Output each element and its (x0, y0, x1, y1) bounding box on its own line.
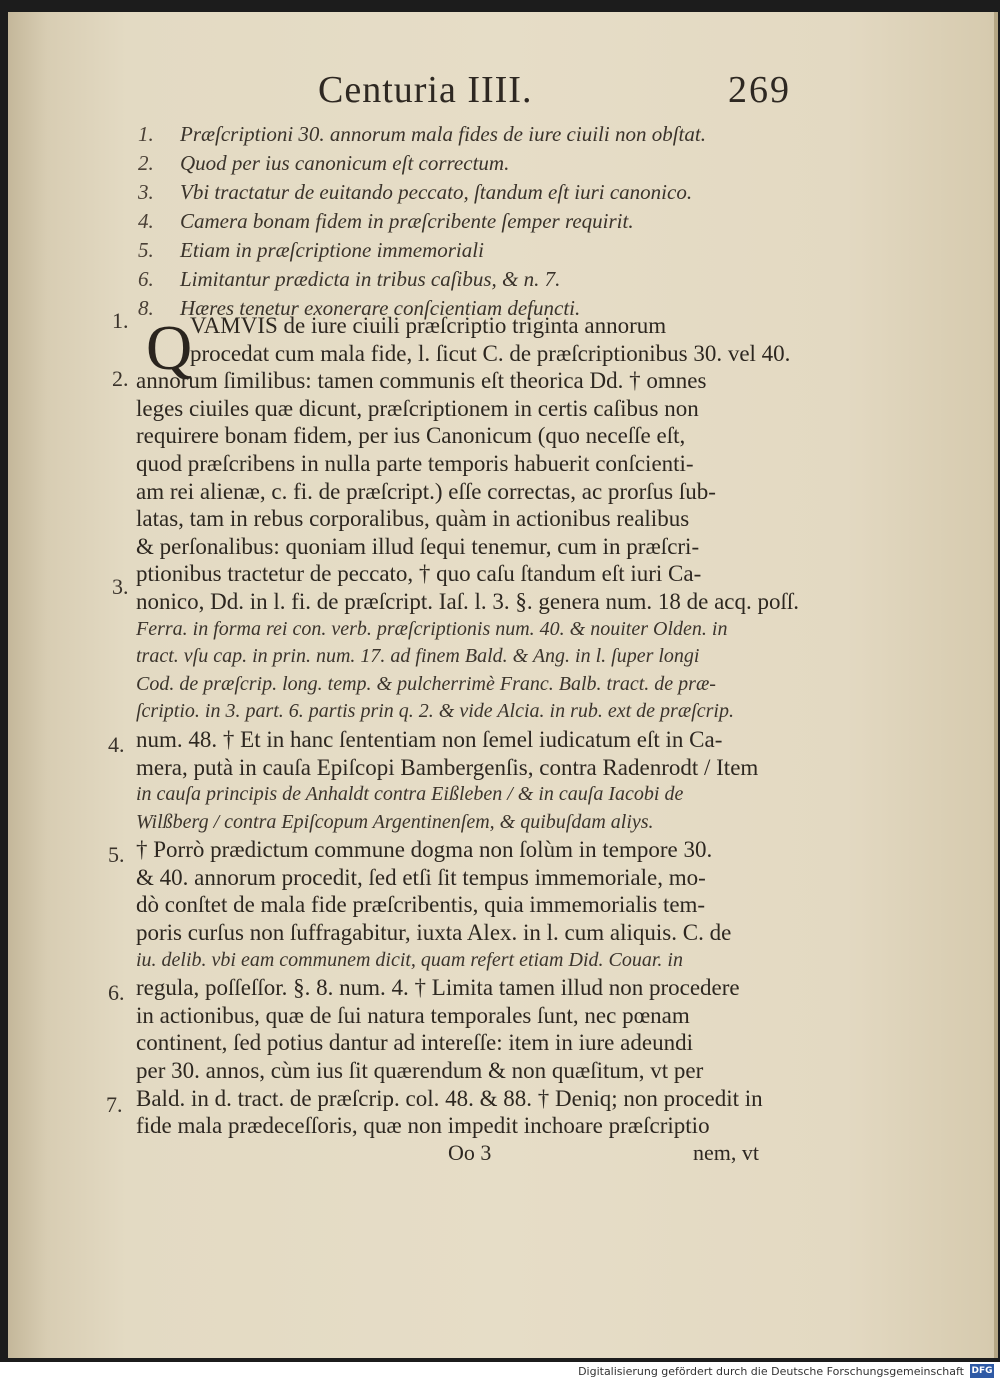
margin-number: 1. (112, 308, 129, 333)
body-text (136, 312, 798, 1140)
summary-text: Limitantur prædicta in tribus caſibus, & n. 7. (180, 267, 561, 291)
text-line: Wilßberg / contra Epiſcopum Argentinenſem, & quibuſdam aliys. (136, 810, 654, 833)
text-line: iu. delib. vbi eam communem dicit, quam refert etiam Did. Couar. in (136, 948, 683, 971)
book-page (8, 12, 998, 1358)
summary-text: Etiam in præſcriptione immemoriali (180, 238, 484, 262)
text-line: ptionibus tractetur de peccato, † quo caſu ſtandum eſt iuri Ca- (136, 561, 702, 587)
dfg-logo-icon: DFG (971, 1366, 993, 1376)
summary-number: 4. (138, 209, 154, 233)
text-line: regula, poſſeſſor. §. 8. num. 4. † Limita tamen illud non procedere (136, 975, 740, 1001)
margin-number: 6. (108, 980, 125, 1005)
opening-lines (136, 312, 798, 367)
text-line: fide mala prædeceſſoris, quæ non impedit inchoare præſcriptio (136, 1113, 710, 1139)
margin-number: 5. (108, 842, 125, 867)
text-line: latas, tam in rebus corporalibus, quàm in actionibus realibus (136, 506, 690, 532)
text-line: continent, ſed potius dantur ad intereſſe: item in iure adeundi (136, 1030, 693, 1056)
text-line: dò conſtet de mala fide præſcribentis, quia immemorialis tem- (136, 892, 706, 918)
signature-mark: Oo 3 (448, 1140, 492, 1165)
running-head: Centuria IIII. (318, 69, 533, 111)
credit-text: Digitalisierung gefördert durch die Deutsche Forschungsgemeinschaft (578, 1364, 964, 1378)
drop-cap: Q (146, 312, 193, 383)
text-line: † Porrò prædictum commune dogma non ſolùm in tempore 30. (136, 837, 713, 863)
text-line: per 30. annos, cùm ius ſit quærendum & non quæſitum, vt per (136, 1058, 704, 1084)
text-line: & perſonalibus: quoniam illud ſequi tenemur, cum in præſcri- (136, 533, 700, 559)
summary-number: 1. (138, 122, 154, 146)
summary-text: Quod per ius canonicum eſt correctum. (180, 151, 510, 175)
text-line: annorum ſimilibus: tamen communis eſt theorica Dd. † omnes (136, 368, 707, 394)
text-line: procedat cum mala fide, l. ſicut C. de præſcriptionibus 30. vel 40. (190, 340, 791, 366)
text-line: requirere bonam fidem, per ius Canonicum (quo neceſſe eſt, (136, 423, 686, 449)
text-line: & 40. annorum procedit, ſed etſi ſit tempus immemoriale, mo- (136, 864, 706, 890)
summary-number: 5. (138, 238, 154, 262)
text-line: poris curſus non ſuffragabitur, iuxta Alex. in l. cum aliquis. C. de (136, 920, 732, 946)
summary-text: Hæres tenetur exonerare conſcientiam defuncti. (180, 296, 581, 320)
summary-number: 8. (138, 296, 154, 320)
margin-number: 2. (112, 366, 129, 391)
summary-text: Præſcriptioni 30. annorum mala fides de iure ciuili non obſtat. (180, 122, 706, 146)
text-line: Cod. de præſcrip. long. temp. & pulcherrimè Franc. Balb. tract. de præ- (136, 672, 716, 695)
digitization-credit (578, 1362, 994, 1380)
text-line: nonico, Dd. in l. fi. de præſcript. Iaſ. l. 3. §. genera num. 18 de acq. poſſ. (136, 588, 800, 614)
text-line: ſcriptio. in 3. part. 6. partis prin q. 2. & vide Alcia. in rub. ext de præſcrip. (136, 700, 734, 723)
text-line: Ferra. in forma rei con. verb. præſcriptionis num. 40. & nouiter Olden. in (136, 617, 728, 640)
catchword: nem, vt (693, 1140, 759, 1165)
summary-number: 3. (138, 180, 154, 204)
margin-number: 4. (108, 732, 125, 757)
summary-text: Vbi tractatur de euitando peccato, ſtandum eſt iuri canonico. (180, 180, 693, 204)
page-footer (8, 1140, 994, 1170)
summary-number: 2. (138, 151, 154, 175)
page-number: 269 (728, 69, 791, 111)
margin-number: 7. (106, 1092, 123, 1117)
margin-number: 3. (112, 574, 129, 599)
text-line: leges ciuiles quæ dicunt, præſcriptionem in certis caſibus non (136, 395, 699, 421)
text-line: am rei alienæ, c. fi. de præſcript.) eſſe correctas, ac prorſus ſub- (136, 478, 716, 504)
text-line: VAMVIS de iure ciuili præſcriptio triginta annorum (190, 313, 667, 338)
text-line: num. 48. † Et in hanc ſententiam non ſemel iudicatum eſt in Ca- (136, 726, 723, 752)
text-line: quod præſcribens in nulla parte temporis habuerit conſcienti- (136, 450, 694, 476)
text-line: in cauſa principis de Anhaldt contra Eißleben / & in cauſa Iacobi de (136, 783, 684, 806)
text-line: mera, putà in cauſa Epiſcopi Bambergenſis, contra Radenrodt / Item (136, 754, 759, 780)
text-line: in actionibus, quæ de ſui natura temporales ſunt, nec pœnam (136, 1002, 690, 1028)
text-line: tract. vſu cap. in prin. num. 17. ad finem Bald. & Ang. in l. ſuper longi (136, 645, 700, 668)
summary-text: Camera bonam fidem in præſcribente ſemper requirit. (180, 209, 634, 233)
text-line: Bald. in d. tract. de præſcrip. col. 48. & 88. † Deniq; non procedit in (136, 1085, 763, 1111)
summary-number: 6. (138, 267, 154, 291)
